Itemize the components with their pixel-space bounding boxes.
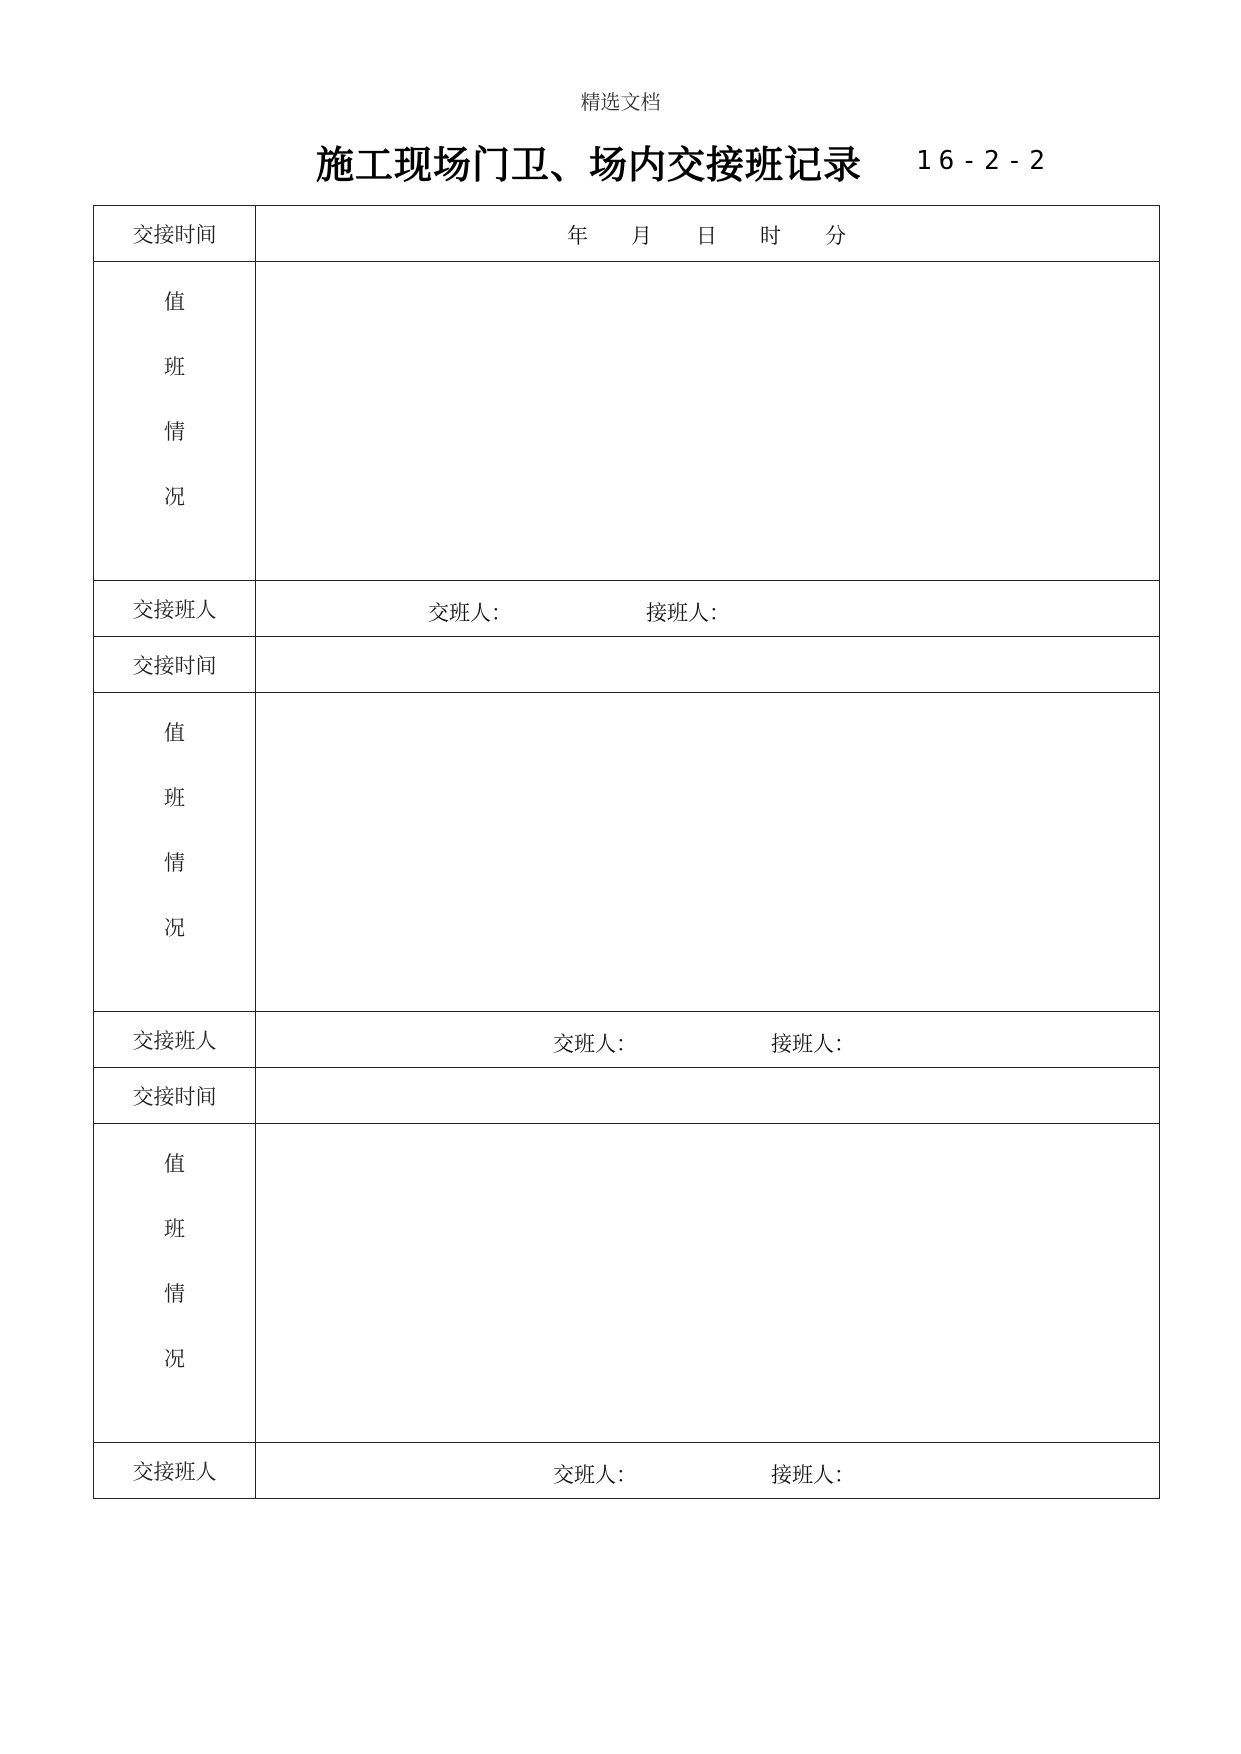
document-header-note: 精选文档 <box>580 90 661 114</box>
date-fields <box>256 206 1159 261</box>
page-title: 施工现场门卫、场内交接班记录 <box>316 142 863 187</box>
duty-status-label <box>94 262 256 581</box>
duty-label-char: 值 <box>164 721 185 745</box>
handover-time-value[interactable] <box>256 1068 1160 1124</box>
handover-people-value[interactable] <box>256 581 1160 637</box>
duty-status-label <box>94 693 256 1012</box>
duty-status-content[interactable] <box>256 1124 1160 1443</box>
duty-status-row-2 <box>94 693 1160 1012</box>
duty-label-char: 班 <box>164 1217 185 1241</box>
handover-time-label: 交接时间 <box>94 637 256 693</box>
duty-label-char: 值 <box>164 290 185 314</box>
handover-time-label: 交接时间 <box>94 1068 256 1124</box>
handover-record-table <box>93 205 1160 1499</box>
duty-status-label <box>94 1124 256 1443</box>
receiver-label: 接班人： <box>771 1463 855 1487</box>
day-unit: 日 <box>696 224 717 248</box>
handover-people-label: 交接班人 <box>94 1443 256 1499</box>
duty-status-content[interactable] <box>256 693 1160 1012</box>
handover-people-row-3 <box>94 1443 1160 1499</box>
title-row <box>0 134 1241 190</box>
duty-label-char: 值 <box>164 1152 185 1176</box>
handover-time-row-3 <box>94 1068 1160 1124</box>
hour-unit: 时 <box>760 224 781 248</box>
handover-people-value[interactable] <box>256 1012 1160 1068</box>
duty-label-char: 况 <box>164 1347 185 1371</box>
form-code: 16-2-2 <box>916 146 1052 176</box>
year-unit: 年 <box>567 224 588 248</box>
duty-label-char: 况 <box>164 916 185 940</box>
receiver-label: 接班人： <box>646 601 730 625</box>
handover-time-label: 交接时间 <box>94 206 256 262</box>
handover-time-row-1 <box>94 206 1160 262</box>
duty-label-char: 情 <box>164 420 185 444</box>
duty-status-row-3 <box>94 1124 1160 1443</box>
duty-status-content[interactable] <box>256 262 1160 581</box>
handover-people-label: 交接班人 <box>94 1012 256 1068</box>
handover-people-label: 交接班人 <box>94 581 256 637</box>
handover-time-row-2 <box>94 637 1160 693</box>
month-unit: 月 <box>631 224 652 248</box>
duty-label-char: 情 <box>164 1282 185 1306</box>
handover-time-value[interactable] <box>256 637 1160 693</box>
duty-status-row-1 <box>94 262 1160 581</box>
duty-label-char: 班 <box>164 355 185 379</box>
giver-label: 交班人： <box>428 601 512 625</box>
minute-unit: 分 <box>825 224 846 248</box>
handover-people-value[interactable] <box>256 1443 1160 1499</box>
giver-label: 交班人： <box>553 1463 637 1487</box>
handover-people-row-1 <box>94 581 1160 637</box>
duty-label-char: 班 <box>164 786 185 810</box>
handover-people-row-2 <box>94 1012 1160 1068</box>
handover-time-value[interactable] <box>256 206 1160 262</box>
duty-label-char: 情 <box>164 851 185 875</box>
giver-label: 交班人： <box>553 1032 637 1056</box>
duty-label-char: 况 <box>164 485 185 509</box>
receiver-label: 接班人： <box>771 1032 855 1056</box>
